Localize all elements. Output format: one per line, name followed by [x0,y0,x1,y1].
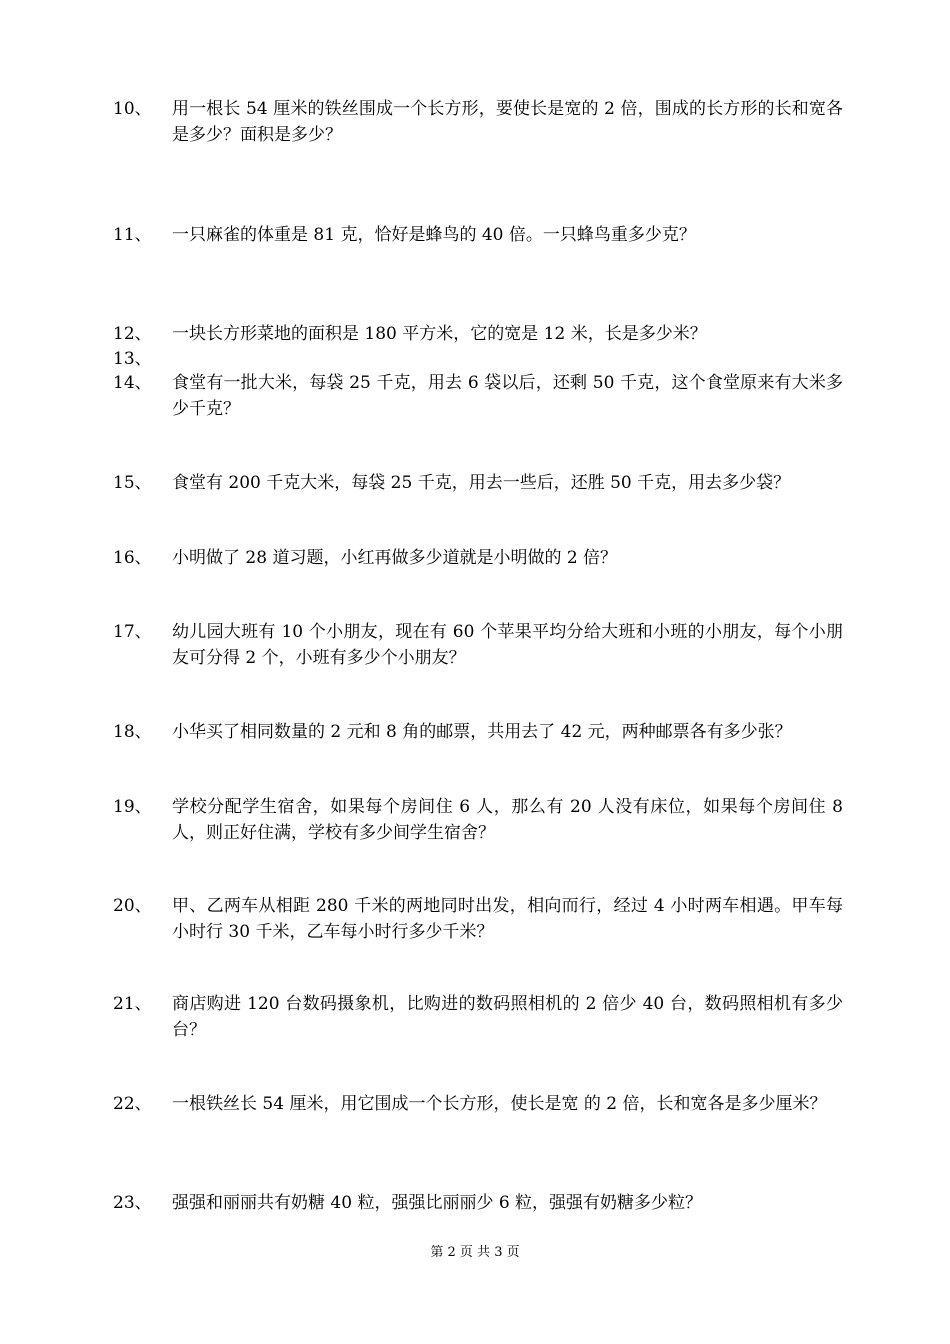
question-number: 15、 [113,473,152,493]
question-text: 强强和丽丽共有奶糖 40 粒，强强比丽丽少 6 粒，强强有奶糖多少粒？ [172,1193,703,1213]
question-text: 商店购进 120 台数码摄象机，比购进的数码照相机的 2 倍少 40 台，数码照相机有多少台？ [172,994,843,1040]
question-11 [113,222,843,248]
question-18 [113,719,843,745]
question-text: 小华买了相同数量的 2 元和 8 角的邮票，共用去了 42 元，两种邮票各有多少张？ [172,722,792,742]
question-number: 19、 [113,797,152,817]
question-text: 学校分配学生宿舍，如果每个房间住 6 人，那么有 20 人没有床位，如果每个房间住 8 人，则正好住满，学校有多少间学生宿舍？ [172,797,843,843]
question-number: 20、 [113,896,152,916]
question-number: 17、 [113,622,152,642]
question-number: 18、 [113,722,152,742]
question-number: 21、 [113,994,152,1014]
question-text: 甲、乙两车从相距 280 千米的两地同时出发，相向而行，经过 4 小时两车相遇。甲车每小时行 30 千米，乙车每小时行多少千米？ [172,896,843,942]
question-number: 16、 [113,548,152,568]
question-text: 小明做了 28 道习题，小红再做多少道就是小明做的 2 倍？ [172,548,618,568]
question-15 [113,470,843,496]
question-number: 22、 [113,1094,152,1114]
question-text: 食堂有 200 千克大米，每袋 25 千克，用去一些后，还胜 50 千克，用去多少袋？ [172,473,791,493]
question-16 [113,545,843,571]
question-text: 一块长方形菜地的面积是 180 平方米，它的宽是 12 米，长是多少米？ [172,324,707,344]
question-text: 一根铁丝长 54 厘米，用它围成一个长方形，使长是宽 的 2 倍，长和宽各是多少厘米？ [172,1094,827,1114]
question-text: 幼儿园大班有 10 个小朋友，现在有 60 个苹果平均分给大班和小班的小朋友，每个小朋友可分得 2 个，小班有多少个小朋友？ [172,622,843,668]
question-12 [113,321,843,347]
question-number: 23、 [113,1193,152,1213]
question-14 [113,370,843,422]
question-23 [113,1190,843,1216]
question-text: 用一根长 54 厘米的铁丝围成一个长方形，要使长是宽的 2 倍，围成的长方形的长和宽各是多少？面积是多少？ [172,99,843,145]
page-footer: 第 2 页 共 3 页 [430,1245,520,1260]
question-text: 一只麻雀的体重是 81 克，恰好是蜂鸟的 40 倍。一只蜂鸟重多少克？ [172,225,696,245]
question-number: 12、 [113,324,152,344]
question-number: 13、 [113,349,152,369]
question-20 [113,893,843,945]
question-number: 11、 [113,225,152,245]
question-19 [113,794,843,846]
question-10 [113,96,843,148]
question-22 [113,1091,843,1117]
question-17 [113,619,843,671]
question-21 [113,991,843,1043]
question-number: 10、 [113,99,152,119]
question-text: 食堂有一批大米，每袋 25 千克，用去 6 袋以后，还剩 50 千克，这个食堂原来有大米多少千克？ [172,373,843,419]
question-number: 14、 [113,373,152,393]
